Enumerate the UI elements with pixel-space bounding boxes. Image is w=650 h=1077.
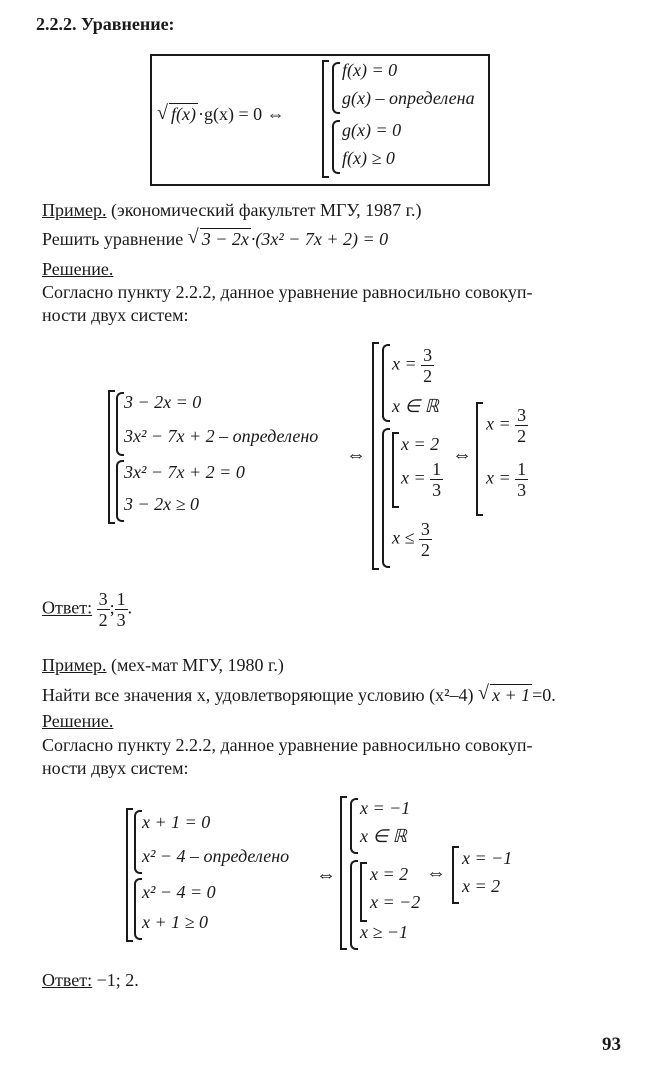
ex1-mid-outer-bracket bbox=[372, 342, 379, 570]
example1-header bbox=[42, 199, 422, 222]
ex1-left-sys1-line2: 3x² − 7x + 2 – определено bbox=[124, 426, 319, 446]
page-number: 93 bbox=[602, 1034, 621, 1055]
example2-answer: Ответ: −1; 2. bbox=[42, 970, 139, 990]
theorem-sys1-line1: f(x) = 0 bbox=[342, 60, 398, 80]
theorem-sys1-line2: g(x) – определена bbox=[342, 88, 475, 108]
example1-solution-label: Решение. bbox=[42, 259, 114, 279]
ex1-mid-x-eq-2: x = 2 bbox=[401, 434, 440, 454]
ex1-left-sys1-brace bbox=[116, 392, 124, 456]
ex2-left-sys1-brace bbox=[134, 810, 142, 874]
ex2-left-sys2-line2: x + 1 ≥ 0 bbox=[142, 912, 209, 932]
ex2-mid-inner-bracket bbox=[360, 862, 367, 922]
example1-answer: Ответ: $\frac{3}{2}$ ; $\frac{1}{3}$ . bbox=[42, 589, 133, 630]
ex1-mid-inner-bracket bbox=[392, 432, 399, 508]
theorem-sys2-line1: g(x) = 0 bbox=[342, 120, 402, 140]
ex1-left-sys2-line2: 3 − 2x ≥ 0 bbox=[124, 494, 200, 514]
ex1-mid-x-eq-3-2: x = $\frac{3}{2}$ bbox=[392, 345, 433, 386]
ex1-left-outer-bracket bbox=[108, 390, 115, 524]
ex1-equiv-1: ⇔ bbox=[346, 444, 366, 466]
ex1-left-sys2-brace bbox=[116, 460, 124, 522]
theorem-sys2-line2: f(x) ≥ 0 bbox=[342, 148, 395, 168]
example1-label: Пример. bbox=[42, 200, 107, 220]
example2-header bbox=[42, 654, 284, 677]
ex2-left-sys2-brace bbox=[134, 878, 142, 940]
ex2-right-line2: x = 2 bbox=[462, 876, 501, 896]
theorem-system2-brace bbox=[332, 120, 340, 174]
ex1-right-x-eq-3-2: x = $\frac{3}{2}$ bbox=[486, 405, 527, 446]
ex2-left-sys2-line1: x² − 4 = 0 bbox=[142, 882, 216, 902]
ex2-left-sys1-line2: x² − 4 – определено bbox=[142, 846, 290, 866]
ex1-right-x-eq-1-3: x = $\frac{1}{3}$ bbox=[486, 459, 527, 500]
ex2-mid-line3: x = 2 bbox=[370, 864, 409, 884]
ex1-left-sys1-line1: 3 − 2x = 0 bbox=[124, 392, 202, 412]
ex2-left-outer-bracket bbox=[126, 808, 133, 942]
ex2-mid-sys1-brace bbox=[350, 798, 358, 854]
example1-task: Решить уравнение √ 3 − 2x ·(3x² − 7x + 2) = 0 bbox=[42, 226, 389, 249]
example2-text-line1: Согласно пункту 2.2.2, данное уравнение равносильно совокуп- bbox=[42, 735, 533, 755]
ex1-mid-sys2-brace bbox=[382, 428, 390, 568]
ex2-mid-line2: x ∈ ℝ bbox=[360, 826, 407, 846]
example2-label: Пример. bbox=[42, 655, 107, 675]
ex2-mid-outer-bracket bbox=[340, 796, 347, 950]
section-title: Уравнение: bbox=[81, 14, 175, 34]
ex2-right-line1: x = −1 bbox=[462, 848, 513, 868]
theorem-outer-bracket bbox=[322, 60, 329, 178]
theorem-system1-brace bbox=[332, 62, 340, 114]
ex2-equiv-1: ⇔ bbox=[316, 864, 336, 886]
ex2-mid-sys2-brace bbox=[350, 860, 358, 950]
ex1-mid-sys1-brace bbox=[382, 344, 390, 422]
ex2-mid-line5: x ≥ −1 bbox=[360, 922, 409, 942]
example1-text-line1: Согласно пункту 2.2.2, данное уравнение равносильно совокуп- bbox=[42, 282, 533, 302]
example2-solution-label: Решение. bbox=[42, 711, 114, 731]
example2-task: Найти все значения x, удовлетворяющие условию (x²–4) √ x + 1 =0. bbox=[42, 682, 556, 705]
ex1-mid-x-in-r: x ∈ ℝ bbox=[392, 396, 439, 416]
section-heading bbox=[36, 14, 175, 35]
ex2-mid-line4: x = −2 bbox=[370, 892, 421, 912]
ex2-left-sys1-line1: x + 1 = 0 bbox=[142, 812, 211, 832]
theorem-lhs: √ f(x) ·g(x) = 0 ⇔ bbox=[157, 102, 285, 124]
example2-source: (мех-мат МГУ, 1980 г.) bbox=[111, 655, 284, 675]
example1-text-line2: ности двух систем: bbox=[42, 305, 189, 325]
ex1-mid-x-eq-1-3: x = $\frac{1}{3}$ bbox=[401, 459, 442, 500]
example1-source: (экономический факультет МГУ, 1987 г.) bbox=[111, 200, 422, 220]
example2-text-line2: ности двух систем: bbox=[42, 758, 189, 778]
ex2-mid-line1: x = −1 bbox=[360, 798, 411, 818]
ex1-mid-x-le-3-2: x ≤ $\frac{3}{2}$ bbox=[392, 519, 430, 560]
ex1-equiv-2: ⇔ bbox=[452, 444, 472, 466]
ex2-equiv-2: ⇔ bbox=[426, 862, 446, 884]
ex1-right-bracket bbox=[476, 402, 483, 516]
ex2-right-bracket bbox=[452, 846, 459, 904]
ex1-left-sys2-line1: 3x² − 7x + 2 = 0 bbox=[124, 462, 245, 482]
section-number: 2.2.2. bbox=[36, 14, 77, 34]
